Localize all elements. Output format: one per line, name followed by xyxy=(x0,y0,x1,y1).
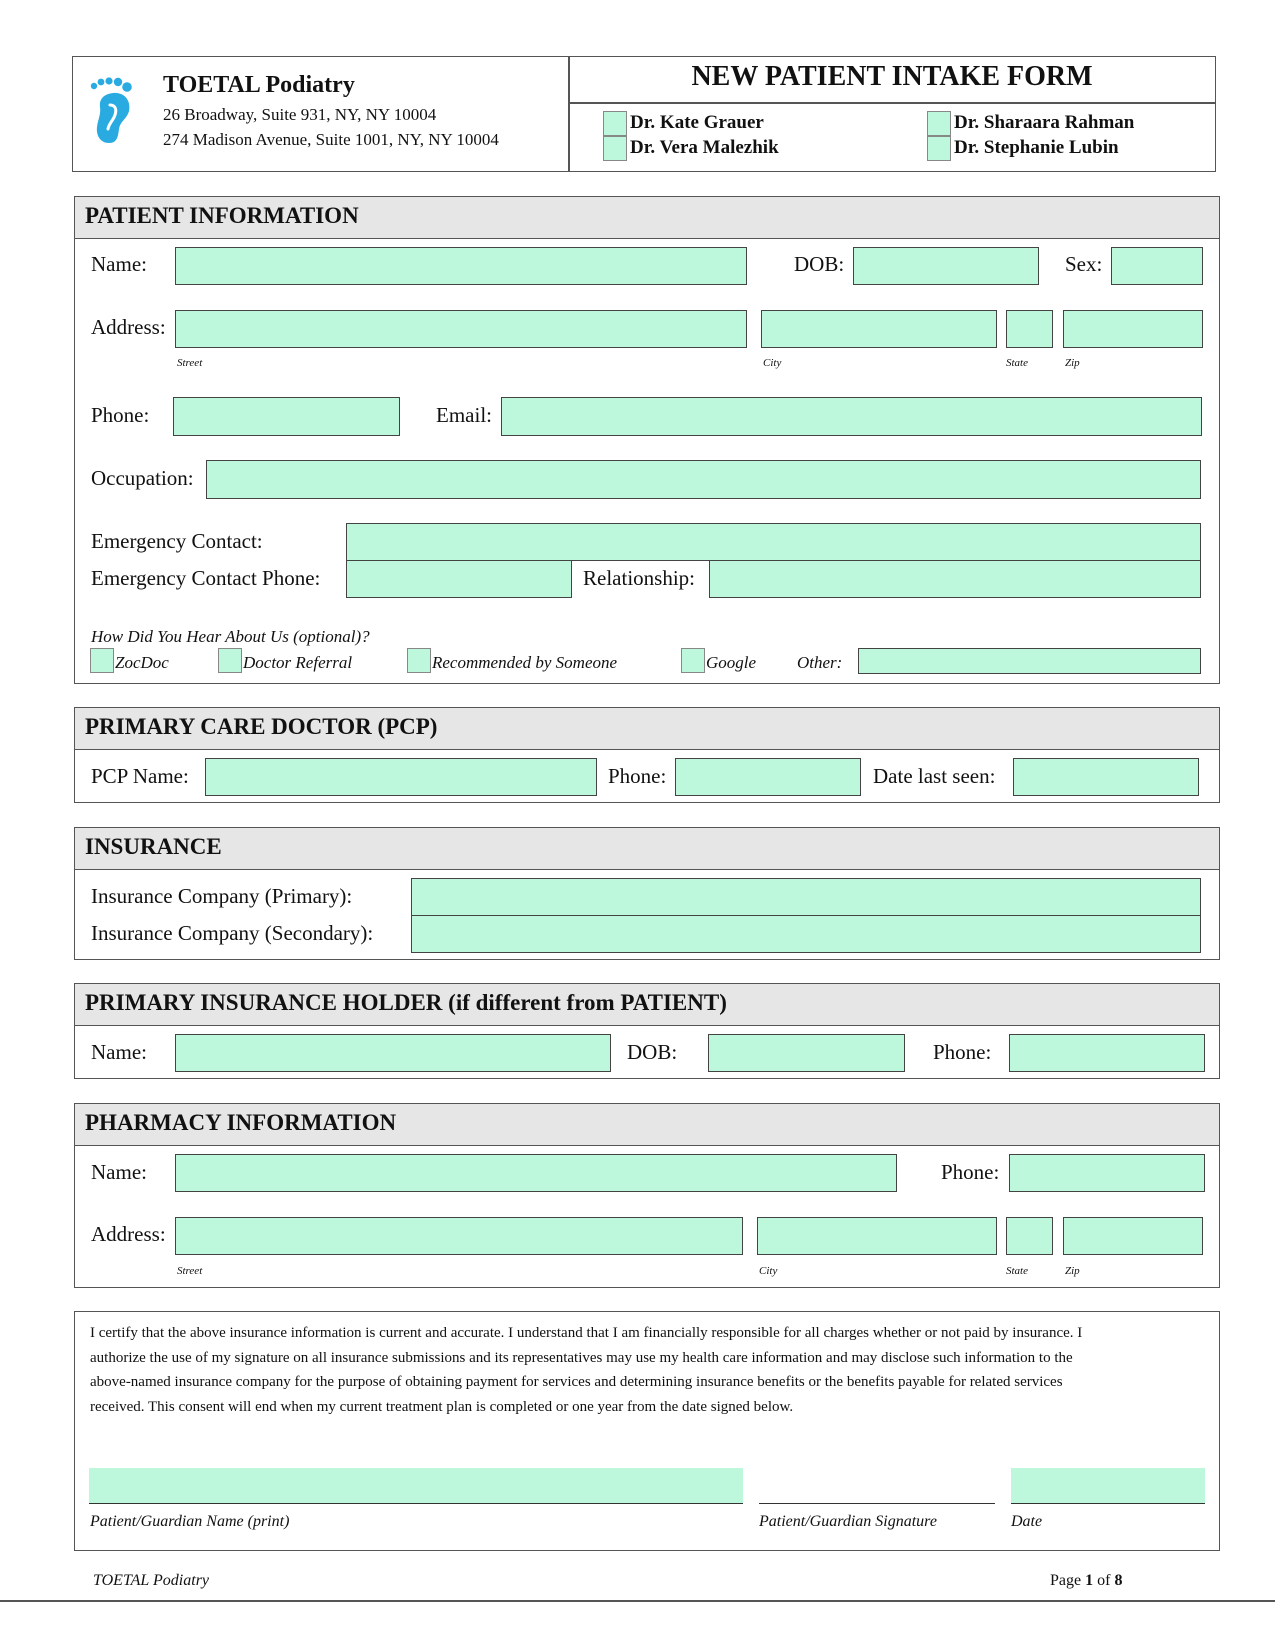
patient-name-field[interactable] xyxy=(175,247,747,285)
certification-line: above-named insurance company for the purpose of obtaining payment for services and determining insurance benefits or the benefits payable for related services xyxy=(90,1374,1063,1390)
pharmacy-state-field[interactable] xyxy=(1006,1217,1053,1255)
pharmacy-street-field[interactable] xyxy=(175,1217,743,1255)
referral-prompt: How Did You Hear About Us (optional)? xyxy=(91,627,370,646)
insurance-title: INSURANCE xyxy=(85,834,222,859)
holder-section xyxy=(74,983,1220,1079)
footer-rule xyxy=(0,1600,1275,1602)
pcp-section xyxy=(74,707,1220,803)
header-box xyxy=(72,56,1216,172)
title-divider xyxy=(569,102,1215,104)
pcp-phone-field[interactable] xyxy=(675,758,861,796)
insurance-primary-field[interactable] xyxy=(411,878,1201,916)
page-prefix: Page xyxy=(1050,1572,1086,1589)
patient-info-title: PATIENT INFORMATION xyxy=(85,203,359,228)
insurance-section xyxy=(74,827,1220,960)
doctor-checkbox-rahman[interactable] xyxy=(927,111,951,136)
holder-dob-label: DOB: xyxy=(627,1040,678,1064)
referral-other-field[interactable] xyxy=(858,648,1201,674)
practice-address-2: 274 Madison Avenue, Suite 1001, NY, NY 10004 xyxy=(163,130,499,149)
practice-name: TOETAL Podiatry xyxy=(163,72,355,98)
patient-phone-field[interactable] xyxy=(173,397,400,436)
print-name-field[interactable] xyxy=(89,1468,743,1504)
pharmacy-street-caption: Street xyxy=(177,1265,203,1277)
pharmacy-state-caption: State xyxy=(1006,1265,1028,1277)
doctor-checkbox-lubin[interactable] xyxy=(927,136,951,161)
patient-sex-field[interactable] xyxy=(1111,247,1203,285)
doctor-name-grauer: Dr. Kate Grauer xyxy=(630,112,764,133)
patient-street-field[interactable] xyxy=(175,310,747,348)
pcp-name-label: PCP Name: xyxy=(91,764,189,788)
signature-line[interactable] xyxy=(759,1468,995,1504)
pharmacy-phone-label: Phone: xyxy=(941,1160,1000,1184)
pharmacy-city-caption: City xyxy=(759,1265,778,1277)
doctor-checkbox-malezhik[interactable] xyxy=(603,136,627,161)
signature-caption: Patient/Guardian Signature xyxy=(759,1513,937,1530)
emergency-contact-field[interactable] xyxy=(346,523,1201,561)
referral-option-zocdoc: ZocDoc xyxy=(115,653,169,672)
referral-checkbox-google[interactable] xyxy=(681,648,705,673)
patient-info-header xyxy=(75,197,1219,239)
date-caption: Date xyxy=(1011,1513,1043,1530)
certification-section xyxy=(74,1311,1220,1551)
holder-name-field[interactable] xyxy=(175,1034,611,1072)
patient-email-label: Email: xyxy=(436,403,492,427)
insurance-secondary-label: Insurance Company (Secondary): xyxy=(91,921,374,945)
relationship-label: Relationship: xyxy=(583,566,695,590)
patient-city-field[interactable] xyxy=(761,310,997,348)
pharmacy-header xyxy=(75,1104,1219,1146)
certification-line: received. This consent will end when my current treatment plan is completed or one year from the date signed below. xyxy=(90,1399,794,1415)
referral-option-doctor: Doctor Referral xyxy=(243,653,353,672)
pcp-date-label: Date last seen: xyxy=(873,764,996,788)
pharmacy-phone-field[interactable] xyxy=(1009,1154,1205,1192)
patient-phone-label: Phone: xyxy=(91,403,150,427)
doctor-checkbox-grauer[interactable] xyxy=(603,111,627,136)
pharmacy-section xyxy=(74,1103,1220,1288)
patient-dob-label: DOB: xyxy=(794,252,845,276)
pharmacy-name-label: Name: xyxy=(91,1160,147,1184)
patient-state-caption: State xyxy=(1006,357,1028,369)
occupation-field[interactable] xyxy=(206,460,1201,499)
page-of: of xyxy=(1093,1572,1115,1589)
referral-option-recommended: Recommended by Someone xyxy=(432,653,618,672)
patient-dob-field[interactable] xyxy=(853,247,1039,285)
pcp-date-field[interactable] xyxy=(1013,758,1199,796)
occupation-label: Occupation: xyxy=(91,466,194,490)
emergency-phone-field[interactable] xyxy=(346,560,572,598)
practice-address-1: 26 Broadway, Suite 931, NY, NY 10004 xyxy=(163,105,437,124)
page-number xyxy=(1050,1572,1122,1590)
pharmacy-title: PHARMACY INFORMATION xyxy=(85,1110,397,1135)
insurance-header xyxy=(75,828,1219,870)
patient-state-field[interactable] xyxy=(1006,310,1053,348)
pharmacy-address-label: Address: xyxy=(91,1222,166,1246)
holder-name-label: Name: xyxy=(91,1040,147,1064)
pharmacy-city-field[interactable] xyxy=(757,1217,997,1255)
insurance-secondary-field[interactable] xyxy=(411,915,1201,953)
patient-zip-caption: Zip xyxy=(1065,357,1080,369)
page-total: 8 xyxy=(1114,1572,1123,1589)
pharmacy-zip-caption: Zip xyxy=(1065,1265,1080,1277)
patient-name-label: Name: xyxy=(91,252,147,276)
pharmacy-name-field[interactable] xyxy=(175,1154,897,1192)
holder-dob-field[interactable] xyxy=(708,1034,905,1072)
holder-phone-field[interactable] xyxy=(1009,1034,1205,1072)
relationship-field[interactable] xyxy=(709,560,1201,598)
patient-email-field[interactable] xyxy=(501,397,1202,436)
pcp-phone-label: Phone: xyxy=(608,764,667,788)
date-field[interactable] xyxy=(1011,1468,1205,1504)
emergency-contact-label: Emergency Contact: xyxy=(91,529,263,553)
form-title: NEW PATIENT INTAKE FORM xyxy=(691,61,1093,92)
holder-header xyxy=(75,984,1219,1026)
patient-info-section xyxy=(74,196,1220,684)
doctor-name-lubin: Dr. Stephanie Lubin xyxy=(954,137,1119,158)
footprint-icon xyxy=(87,77,133,147)
pcp-name-field[interactable] xyxy=(205,758,597,796)
holder-title: PRIMARY INSURANCE HOLDER (if different from PATIENT) xyxy=(85,990,727,1015)
patient-city-caption: City xyxy=(763,357,782,369)
certification-line: I certify that the above insurance information is current and accurate. I understand that I am financially responsible for all charges whether or not paid by insurance. I xyxy=(90,1325,1083,1341)
pcp-header xyxy=(75,708,1219,750)
pharmacy-zip-field[interactable] xyxy=(1063,1217,1203,1255)
patient-zip-field[interactable] xyxy=(1063,310,1203,348)
page-current: 1 xyxy=(1085,1572,1094,1589)
insurance-primary-label: Insurance Company (Primary): xyxy=(91,884,353,908)
referral-checkbox-doctor[interactable] xyxy=(218,648,242,673)
referral-checkbox-zocdoc[interactable] xyxy=(90,648,114,673)
patient-street-caption: Street xyxy=(177,357,203,369)
emergency-phone-label: Emergency Contact Phone: xyxy=(91,566,321,590)
patient-sex-label: Sex: xyxy=(1065,252,1103,276)
referral-option-google: Google xyxy=(706,653,757,672)
patient-address-label: Address: xyxy=(91,315,166,339)
pcp-title: PRIMARY CARE DOCTOR (PCP) xyxy=(85,714,438,739)
referral-checkbox-recommended[interactable] xyxy=(407,648,431,673)
doctor-name-malezhik: Dr. Vera Malezhik xyxy=(630,137,779,158)
print-name-caption: Patient/Guardian Name (print) xyxy=(90,1513,290,1530)
doctor-name-rahman: Dr. Sharaara Rahman xyxy=(954,112,1135,133)
referral-other-label: Other: xyxy=(797,653,843,672)
footer-practice-name: TOETAL Podiatry xyxy=(93,1572,210,1589)
holder-phone-label: Phone: xyxy=(933,1040,992,1064)
certification-line: authorize the use of my signature on all insurance submissions and its representatives may use my health care information and may disclose such information to the xyxy=(90,1350,1073,1366)
